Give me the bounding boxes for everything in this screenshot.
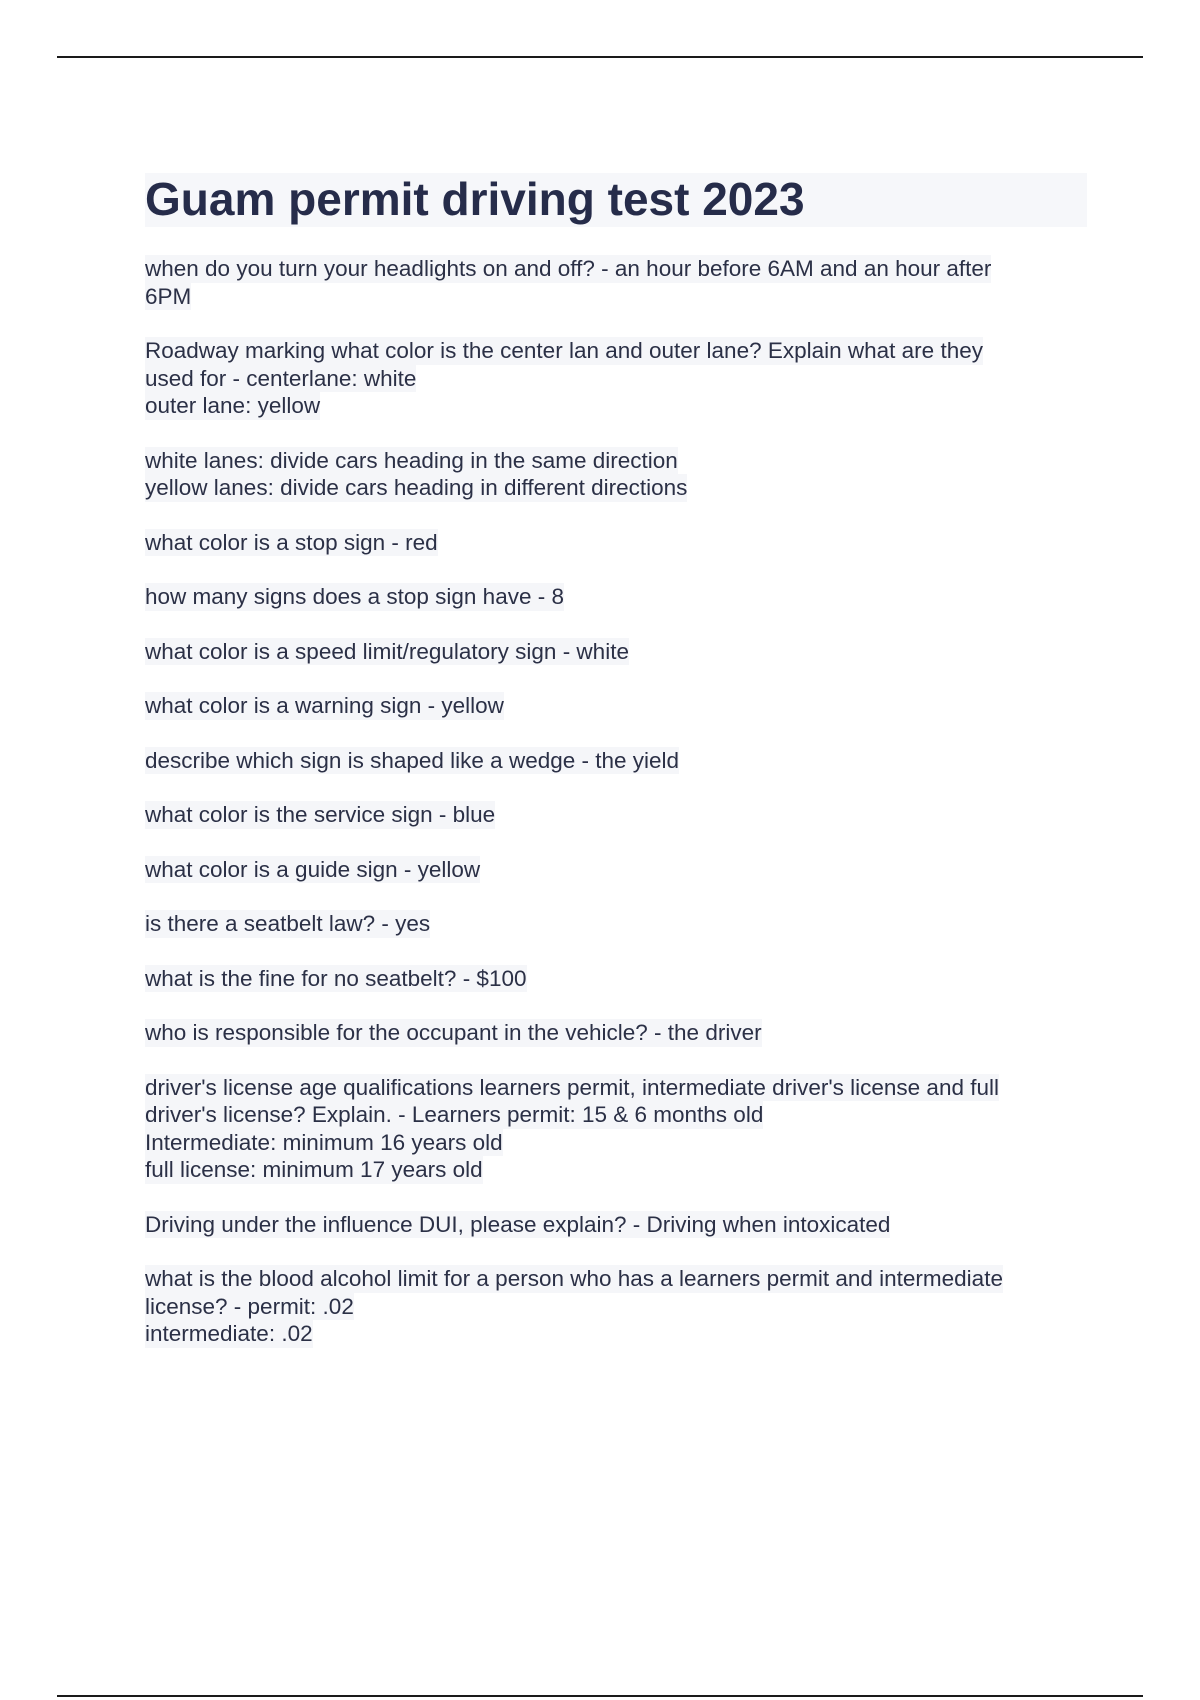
qa-item [145,337,1090,420]
qa-line: used for - centerlane: white [145,365,417,391]
qa-item [145,1074,1090,1184]
qa-item [145,910,1090,938]
qa-line: what is the fine for no seatbelt? - $100 [145,965,527,991]
qa-line: outer lane: yellow [145,393,321,418]
qa-item [145,856,1090,884]
qa-item [145,1211,1090,1239]
top-divider [57,56,1143,58]
qa-line: white lanes: divide cars heading in the same direction [145,447,678,473]
bottom-divider [57,1695,1143,1697]
qa-line: when do you turn your headlights on and off? - an hour before 6AM and an hour after [145,256,992,281]
qa-item [145,1265,1090,1348]
qa-line: yellow lanes: divide cars heading in different directions [145,475,688,500]
qa-item [145,692,1090,720]
qa-line: driver's license age qualifications learners permit, intermediate driver's license and full [145,1074,999,1100]
qa-line: what color is a stop sign - red [145,529,438,555]
document-title: Guam permit driving test 2023 [145,173,805,225]
qa-line: how many signs does a stop sign have - 8 [145,584,564,609]
qa-line: Driving under the influence DUI, please explain? - Driving when intoxicated [145,1211,891,1237]
qa-line: what color is a guide sign - yellow [145,856,481,882]
qa-line: what color is a speed limit/regulatory sign - white [145,638,629,664]
qa-item [145,638,1090,666]
qa-line: what is the blood alcohol limit for a person who has a learners permit and intermediate [145,1266,1003,1291]
qa-line: what color is the service sign - blue [145,802,496,827]
qa-item [145,255,1090,310]
qa-line: full license: minimum 17 years old [145,1157,483,1182]
qa-line: what color is a warning sign - yellow [145,693,504,718]
qa-item [145,583,1090,611]
qa-line: driver's license? Explain. - Learners permit: 15 & 6 months old [145,1102,764,1127]
qa-item [145,447,1090,502]
qa-item [145,965,1090,993]
qa-line: Intermediate: minimum 16 years old [145,1129,503,1155]
qa-line: intermediate: .02 [145,1321,313,1346]
qa-line: Roadway marking what color is the center lan and outer lane? Explain what are they [145,338,983,363]
qa-line: license? - permit: .02 [145,1293,354,1319]
qa-line: who is responsible for the occupant in the vehicle? - the driver [145,1020,762,1045]
qa-line: describe which sign is shaped like a wedge - the yield [145,747,680,773]
qa-item [145,801,1090,829]
qa-list [145,255,1090,1375]
qa-item [145,747,1090,775]
qa-line: is there a seatbelt law? - yes [145,911,431,936]
qa-item [145,529,1090,557]
qa-line: 6PM [145,283,192,309]
qa-item [145,1019,1090,1047]
